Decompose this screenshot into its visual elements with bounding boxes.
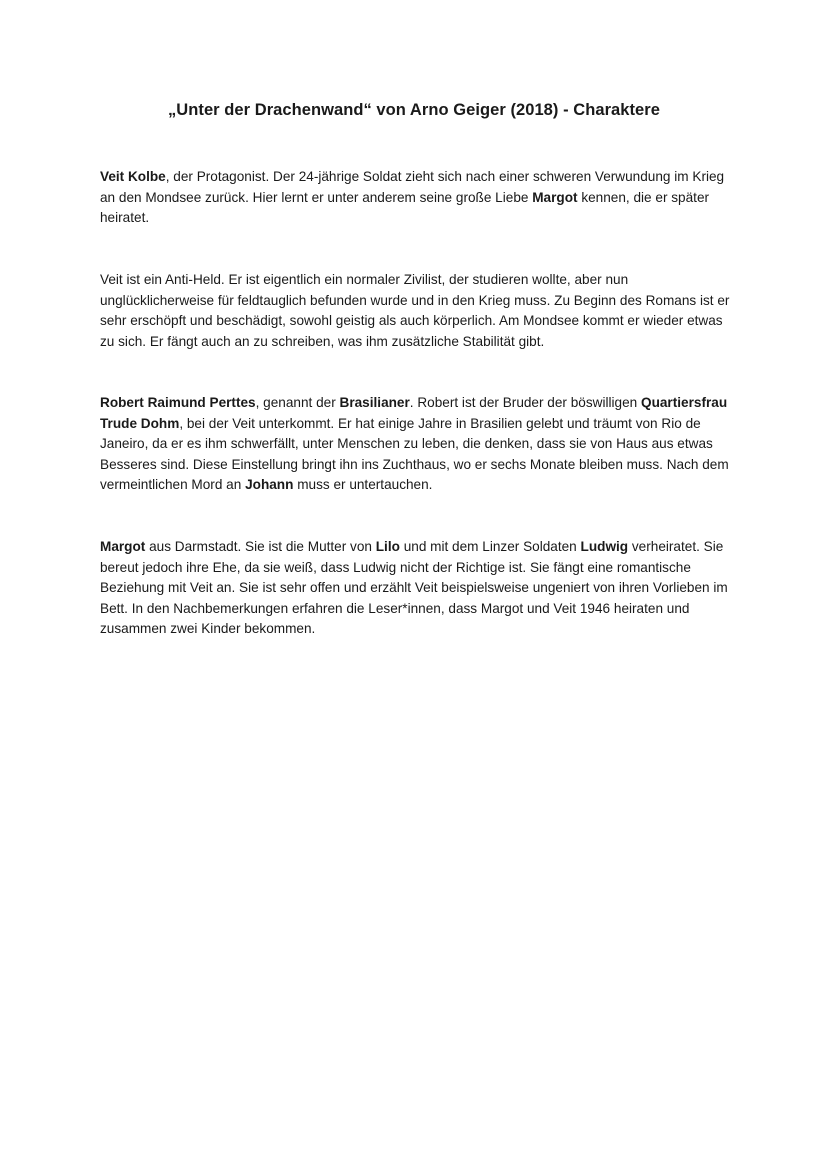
paragraph-anti-held bbox=[100, 270, 730, 352]
bold-name-johann: Johann bbox=[245, 477, 294, 493]
paragraph-text: muss er untertauchen. bbox=[293, 477, 433, 493]
paragraph-text: Veit ist ein Anti-Held. Er ist eigentlich ein normaler Zivilist, der studieren wollte, aber nun unglücklicherweise für feldtauglich befunden wurde und in den Krieg muss. Zu Beginn des Romans ist er sehr erschöpft und beschädigt, sowohl geistig als auch körperlich. Am Mondsee kommt er wieder etwas zu sich. Er fängt auch an zu schreiben, was ihm zusätzliche Stabilität gibt. bbox=[100, 272, 730, 349]
bold-name-margot: Margot bbox=[532, 189, 578, 205]
paragraph-text: verheiratet. Sie bereut jedoch ihre Ehe, da sie weiß, dass Ludwig nicht der Richtige ist. Sie fängt eine romantische Beziehung mit Veit an. Sie ist sehr offen und erzählt Veit beispielsweise ungeniert von ihren Vorlieben im Bett. In den Nachbemerkungen erfahren die Leser*innen, dass Margot und Veit 1946 heiraten und zusammen zwei Kinder bekommen. bbox=[100, 539, 728, 637]
document-title: „Unter der Drachenwand“ von Arno Geiger (2018) - Charaktere bbox=[168, 101, 660, 119]
bold-name-veit-kolbe: Veit Kolbe bbox=[100, 169, 166, 184]
paragraph-text: , genannt der bbox=[255, 395, 340, 410]
paragraph-text: kennen, die er später heiratet. bbox=[100, 189, 710, 226]
bold-name-brasilianer: Brasilianer bbox=[339, 395, 410, 410]
paragraph-robert-perttes bbox=[100, 393, 730, 496]
bold-name-robert-perttes: Robert Raimund Perttes bbox=[100, 395, 256, 410]
bold-name-lilo: Lilo bbox=[375, 539, 400, 554]
paragraph-text: und mit dem Linzer Soldaten bbox=[399, 539, 581, 554]
bold-name-trude-dohm: Quartiersfrau Trude Dohm bbox=[100, 395, 728, 431]
paragraph-veit-kolbe bbox=[100, 167, 730, 229]
bold-name-margot: Margot bbox=[100, 539, 146, 554]
paragraph-text: aus Darmstadt. Sie ist die Mutter von bbox=[145, 539, 376, 554]
paragraph-text: , bei der Veit unterkommt. Er hat einige Jahre in Brasilien gelebt und träumt von Rio de Janeiro, da er es ihm schwerfällt, unter Menschen zu leben, die denken, dass sie von Haus aus etwas Besseres sind. Diese Einstellung bringt ihn ins Zuchthaus, wo er sechs Monate bleiben muss. Nach dem vermeintlichen Mord an bbox=[100, 415, 729, 493]
paragraph-text: . Robert ist der Bruder der böswilligen bbox=[409, 395, 641, 410]
paragraph-margot bbox=[100, 537, 730, 640]
paragraph-text: , der Protagonist. Der 24-jährige Soldat zieht sich nach einer schweren Verwundung im Krieg an den Mondsee zurück. Hier lernt er unter anderem seine große Liebe bbox=[100, 169, 725, 205]
bold-name-ludwig: Ludwig bbox=[580, 539, 629, 554]
